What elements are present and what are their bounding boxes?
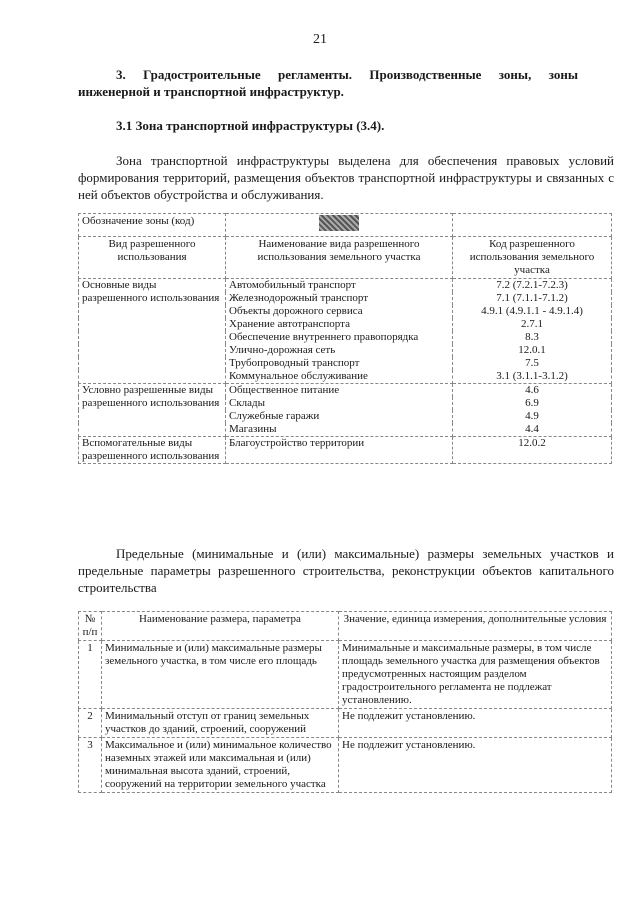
use-code: 7.2 (7.2.1-7.2.3) <box>453 279 612 293</box>
header-use-code: Код разрешенного использования земельного участка <box>453 237 612 279</box>
use-name: Хранение автотранспорта <box>226 318 453 331</box>
limit-value: Не подлежит установлению. <box>339 709 612 738</box>
use-name: Железнодорожный транспорт <box>226 292 453 305</box>
use-row <box>79 279 612 293</box>
limit-parameter: Максимальное и (или) минимальное количество наземных этажей или максимальная и (или) минимальная высота зданий, строений, сооружений на территории земельного участка <box>102 738 339 793</box>
intro-paragraph: Зона транспортной инфраструктуры выделена для обеспечения правовых условий формирования территорий, размещения объектов транспортной инфраструктуры и связанных с ней объектов обустройства и обслуживания. <box>78 153 614 202</box>
use-name: Объекты дорожного сервиса <box>226 305 453 318</box>
uses-table <box>78 213 612 464</box>
use-type: Основные виды разрешенного использования <box>79 279 226 384</box>
use-name: Обеспечение внутреннего правопорядка <box>226 331 453 344</box>
header-value: Значение, единица измерения, дополнительные условия <box>339 612 612 641</box>
use-type: Условно разрешенные виды разрешенного использования <box>79 384 226 437</box>
use-row <box>79 437 612 464</box>
use-code: 7.1 (7.1.1-7.1.2) <box>453 292 612 305</box>
use-code: 7.5 <box>453 357 612 370</box>
limit-number: 2 <box>79 709 102 738</box>
limit-value: Не подлежит установлению. <box>339 738 612 793</box>
header-number: № п/п <box>79 612 102 641</box>
zone-code-row <box>79 214 612 237</box>
limit-row <box>79 709 612 738</box>
use-code: 3.1 (3.1.1-3.1.2) <box>453 370 612 384</box>
use-name: Благоустройство территории <box>226 437 453 464</box>
use-name: Магазины <box>226 423 453 437</box>
use-name: Служебные гаражи <box>226 410 453 423</box>
use-type: Вспомогательные виды разрешенного использования <box>79 437 226 464</box>
use-name: Автомобильный транспорт <box>226 279 453 293</box>
limit-row <box>79 738 612 793</box>
limit-parameter: Минимальные и (или) максимальные размеры земельного участка, в том числе его площадь <box>102 641 339 709</box>
limit-number: 1 <box>79 641 102 709</box>
zone-code-cell <box>226 214 453 237</box>
use-name: Коммунальное обслуживание <box>226 370 453 384</box>
limit-value: Минимальные и максимальные размеры, в том числе площадь земельного участка для размещения объектов предусмотренных настоящим разделом градостроительного регламента не подлежат установлению. <box>339 641 612 709</box>
use-row <box>79 384 612 398</box>
limit-row <box>79 641 612 709</box>
use-name: Трубопроводный транспорт <box>226 357 453 370</box>
use-code: 12.0.2 <box>453 437 612 464</box>
zone-code-redacted <box>319 215 359 231</box>
limit-number: 3 <box>79 738 102 793</box>
use-code: 4.9.1 (4.9.1.1 - 4.9.1.4) <box>453 305 612 318</box>
limit-parameter: Минимальный отступ от границ земельных участков до зданий, строений, сооружений <box>102 709 339 738</box>
use-code: 2.7.1 <box>453 318 612 331</box>
header-use-name: Наименование вида разрешенного использования земельного участка <box>226 237 453 279</box>
limits-header-row <box>79 612 612 641</box>
use-code: 4.6 <box>453 384 612 398</box>
use-name: Общественное питание <box>226 384 453 398</box>
limits-table <box>78 611 612 793</box>
use-code: 12.0.1 <box>453 344 612 357</box>
section-heading: 3. Градостроительные регламенты. Производственные зоны, зоны инженерной и транспортной инфраструктур. <box>78 67 578 99</box>
use-code: 6.9 <box>453 397 612 410</box>
page-number: 21 <box>313 32 327 47</box>
zone-label: Обозначение зоны (код) <box>79 214 226 237</box>
subsection-heading: 3.1 Зона транспортной инфраструктуры (3.4). <box>116 118 385 133</box>
uses-header-row <box>79 237 612 279</box>
use-name: Склады <box>226 397 453 410</box>
use-code: 4.4 <box>453 423 612 437</box>
use-name: Улично-дорожная сеть <box>226 344 453 357</box>
use-code: 4.9 <box>453 410 612 423</box>
use-code: 8.3 <box>453 331 612 344</box>
limits-paragraph: Предельные (минимальные и (или) максимальные) размеры земельных участков и предельные параметры разрешенного строительства, реконструкции объектов капитального строительства <box>78 546 614 595</box>
header-parameter: Наименование размера, параметра <box>102 612 339 641</box>
header-use-type: Вид разрешенного использования <box>79 237 226 279</box>
